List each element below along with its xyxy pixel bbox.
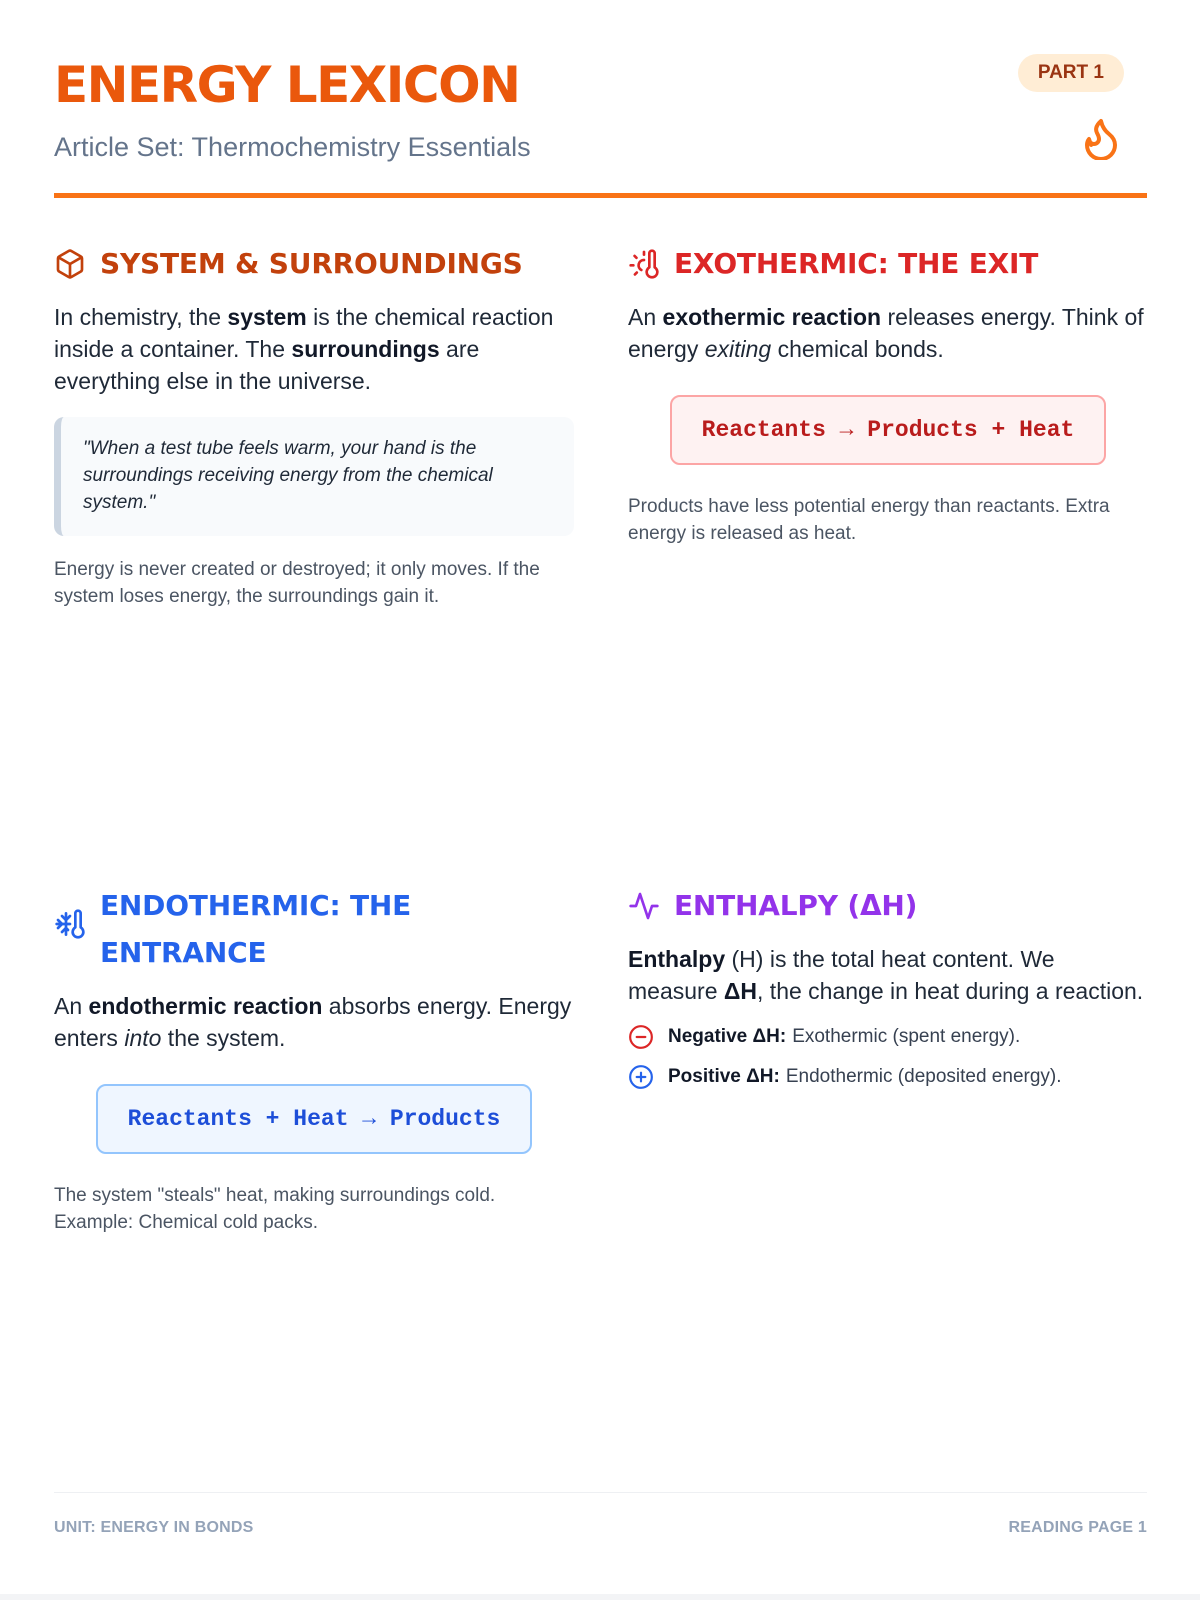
text-run: An (54, 993, 89, 1019)
list-item (628, 1063, 1148, 1091)
emphasis-text: into (124, 1025, 162, 1051)
quote-block: "When a test tube feels warm, your hand is the surroundings receiving energy from the chemical system." (54, 417, 574, 536)
activity-icon (628, 890, 662, 924)
list-item-label: Negative ΔH: (668, 1026, 787, 1047)
section-paragraph (628, 943, 1148, 1007)
text-run: An (628, 304, 663, 330)
thermometer-snowflake-icon (54, 908, 88, 942)
cube-icon (54, 248, 88, 282)
text-run: (H) is the total heat content. We measure (628, 946, 1055, 1004)
section-note: Energy is never created or destroyed; it only moves. If the system loses energy, the surroundings gain it. (54, 559, 540, 607)
page-subtitle: Article Set: Thermochemistry Essentials (54, 132, 531, 162)
section-title: SYSTEM & SURROUNDINGS (100, 247, 523, 280)
section-header (54, 240, 574, 287)
term-exothermic: exothermic reaction (662, 304, 882, 330)
endothermic-equation: Reactants + Heat → Products (96, 1084, 532, 1154)
term-surroundings: surroundings (291, 336, 440, 362)
text-run: the system. (161, 1025, 286, 1051)
flame-icon (1076, 108, 1124, 160)
text-run: In chemistry, the (54, 304, 228, 330)
thermometer-sun-icon (628, 248, 662, 282)
section-title: ENDOTHERMIC: THE ENTRANCE (100, 889, 412, 969)
term-delta-h: ΔH (723, 978, 758, 1004)
text-run: are everything else in the universe. (54, 336, 480, 394)
section-endothermic (54, 882, 574, 1236)
section-paragraph (54, 990, 574, 1054)
section-title: EXOTHERMIC: THE EXIT (674, 247, 1039, 280)
text-run: chemical bonds. (771, 336, 944, 362)
section-title: ENTHALPY (ΔH) (674, 889, 918, 922)
list-item-text: Exothermic (spent energy). (792, 1026, 1021, 1047)
minus-circle-icon (628, 1024, 654, 1050)
section-paragraph (628, 301, 1148, 365)
section-header (54, 882, 574, 976)
term-system: system (227, 304, 307, 330)
text-run: is the chemical reaction inside a container. The (54, 304, 554, 362)
emphasis-text: exiting (704, 336, 772, 362)
section-note: The system "steals" heat, making surroundings cold. Example: Chemical cold packs. (54, 1185, 496, 1233)
text-run: , the change in heat during a reaction. (757, 978, 1144, 1004)
list-item-label: Positive ΔH: (668, 1066, 780, 1087)
section-enthalpy (628, 882, 1148, 1103)
section-header (628, 240, 1148, 287)
section-system-surroundings (54, 240, 574, 610)
part-badge: PART 1 (1018, 54, 1124, 92)
term-endothermic: endothermic reaction (88, 993, 323, 1019)
section-note: Products have less potential energy than reactants. Extra energy is released as heat. (628, 496, 1110, 544)
page-title: ENERGY LEXICON (54, 56, 520, 114)
section-header (628, 882, 1148, 929)
list-item (628, 1023, 1148, 1051)
section-paragraph (54, 301, 574, 397)
footer-page-number: READING PAGE 1 (1008, 1519, 1147, 1536)
text-run: releases energy. Think of energy (628, 304, 1144, 362)
section-exothermic (628, 240, 1148, 547)
header-divider (54, 193, 1147, 198)
plus-circle-icon (628, 1064, 654, 1090)
exothermic-equation: Reactants → Products + Heat (670, 395, 1106, 465)
delta-h-list (628, 1023, 1148, 1091)
footer-unit: UNIT: ENERGY IN BONDS (54, 1519, 254, 1536)
term-enthalpy: Enthalpy (628, 946, 726, 972)
footer-divider (54, 1492, 1147, 1493)
bottom-strip (0, 1594, 1200, 1600)
list-item-text: Endothermic (deposited energy). (785, 1066, 1062, 1087)
text-run: absorbs energy. Energy enters (54, 993, 572, 1051)
